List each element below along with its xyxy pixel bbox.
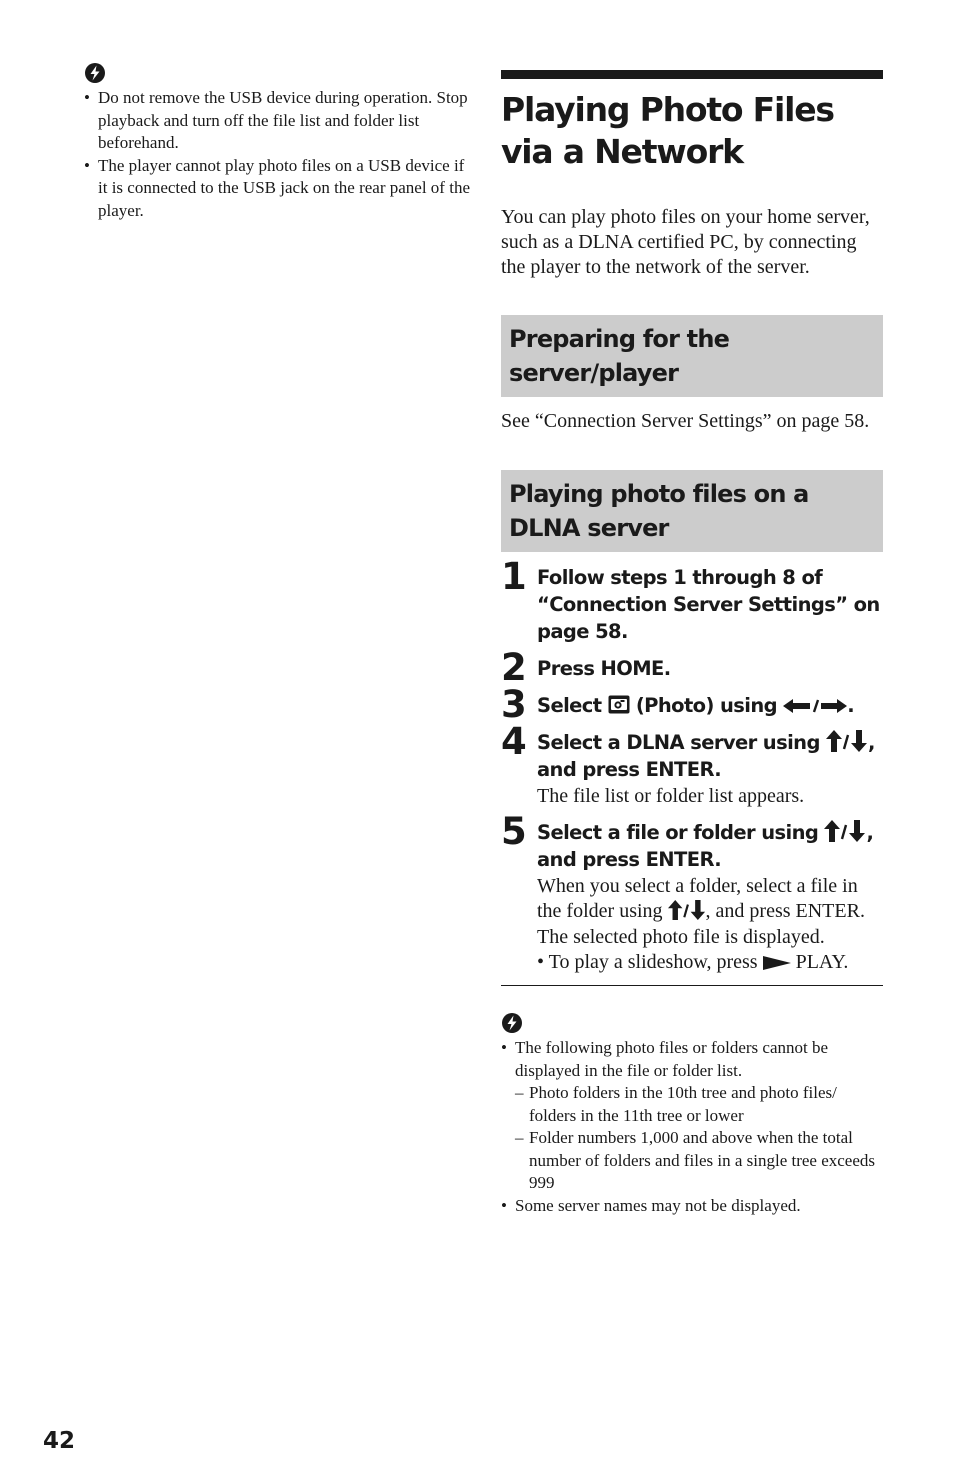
page-number: 42 (43, 1428, 76, 1454)
note-icon (501, 1012, 523, 1034)
step-text-pre: Select (537, 694, 602, 717)
step-text-post: , and press ENTER. (537, 731, 875, 781)
step-2 (501, 646, 883, 689)
divider (501, 985, 883, 986)
step-text: Follow steps 1 through 8 of “Connection Server Settings” on page 58. (537, 566, 880, 643)
play-icon (763, 955, 791, 971)
bottom-note-subitem: – Folder numbers 1,000 and above when the total number of folders and files in a single tree exceeds 999 (515, 1127, 883, 1195)
up-down-arrows-icon (668, 900, 706, 920)
bottom-note-item (501, 1037, 883, 1195)
section-heading-playing: Playing photo files on a DLNA server (501, 470, 883, 552)
title-rule (501, 70, 883, 79)
step-3 (501, 683, 883, 726)
step-description: The file list or folder list appears. (537, 785, 805, 807)
step-number: 1 (501, 555, 527, 598)
step-desc-a: When you select a folder, select a file in the folder using (537, 875, 858, 922)
left-note-item: • The player cannot play photo files on a USB device if it is connected to the USB jack on the rear panel of the player. (84, 155, 470, 223)
left-note (84, 62, 470, 222)
section-body-preparing: See “Connection Server Settings” on page 58. (501, 410, 870, 432)
step-description (537, 874, 883, 924)
intro-paragraph: You can play photo files on your home server, such as a DLNA certified PC, by connecting the player to the network of the server. (501, 206, 870, 278)
step-text (537, 729, 883, 783)
step-text (537, 692, 883, 719)
step-text-pre: Select a file or folder using (537, 821, 819, 844)
step-desc-b: , and press ENTER. (705, 900, 865, 922)
page-title: Playing Photo Files via a Network (501, 90, 834, 171)
bottom-note-list (501, 1037, 883, 1217)
bottom-note-sublist (515, 1082, 883, 1195)
note-icon (84, 62, 106, 84)
bottom-note-item-text: The following photo files or folders cannot be displayed in the file or folder list. (515, 1038, 829, 1080)
up-down-arrows-icon (826, 730, 868, 752)
section-heading-preparing: Preparing for the server/player (501, 315, 883, 397)
step-text-pre: Select a DLNA server using (537, 731, 820, 754)
bottom-note (501, 1012, 883, 1217)
up-down-arrows-icon (824, 820, 866, 842)
step-number: 4 (501, 720, 527, 763)
step-text (537, 819, 883, 873)
step-1 (501, 555, 883, 645)
step-description: The selected photo file is displayed. (537, 926, 825, 948)
step-number: 2 (501, 646, 527, 689)
bottom-note-item: • Some server names may not be displayed. (501, 1195, 883, 1218)
step-4 (501, 720, 883, 809)
step-text: Press HOME. (537, 657, 671, 680)
step-5 (501, 810, 883, 975)
bottom-note-subitem: – Photo folders in the 10th tree and photo files/ folders in the 11th tree or lower (515, 1082, 883, 1127)
step-text-post: . (847, 694, 855, 717)
step-text-mid: (Photo) using (635, 694, 777, 717)
step-sub-pre: • To play a slideshow, press (537, 951, 758, 973)
left-right-arrows-icon (783, 697, 847, 715)
main-column (501, 70, 883, 1217)
camera-icon (608, 695, 630, 714)
step-text-post: , and press ENTER. (537, 821, 874, 871)
step-sub-post: PLAY. (795, 951, 849, 973)
step-number: 3 (501, 683, 527, 726)
left-note-list (84, 87, 470, 222)
left-note-item: • Do not remove the USB device during operation. Stop playback and turn off the file list and folder list beforehand. (84, 87, 470, 155)
step-number: 5 (501, 810, 527, 853)
step-list (501, 555, 883, 975)
step-sub-item (537, 950, 883, 975)
